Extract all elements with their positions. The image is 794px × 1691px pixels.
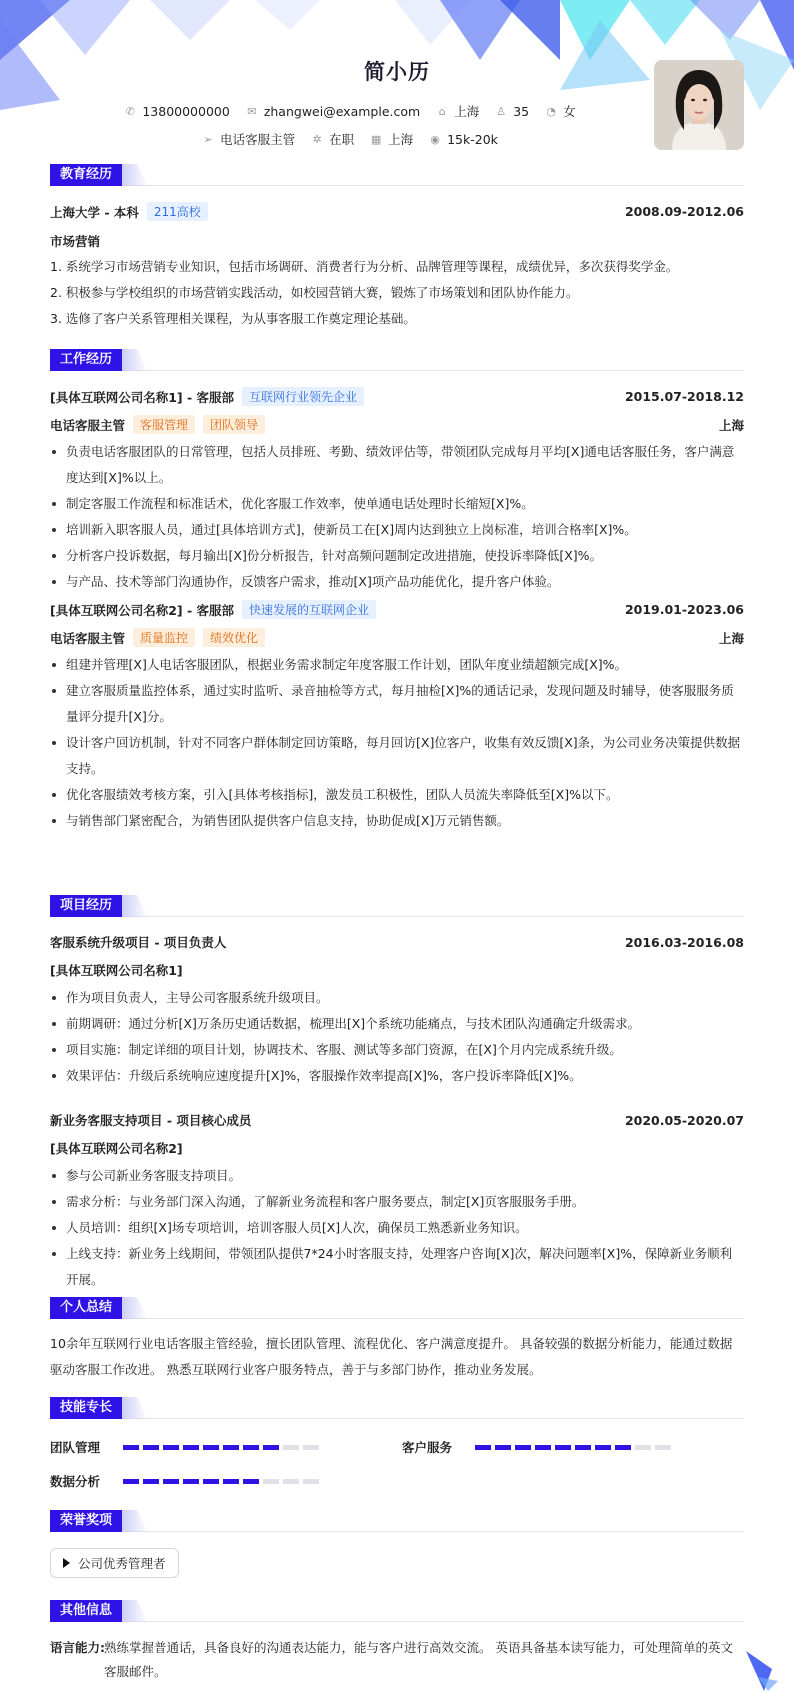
language-info [50,1636,744,1684]
skill-level-segment [123,1445,139,1450]
project-section [50,895,744,1287]
phone-text: 13800000000 [142,103,230,119]
skill-level-segment [143,1445,159,1450]
project-row [50,1111,744,1129]
contact-row [0,102,700,120]
skill-level-segment [283,1445,299,1450]
other-section [50,1600,744,1688]
phone-info [124,104,229,119]
education-section [50,164,744,334]
list-item: 负责电话客服团队的日常管理，包括人员排班、考勤、绩效评估等，带领团队完成每月平均[X]通电话客服任务，客户满意度达到[X]%以上。 [50,439,744,491]
skill-level-segment [283,1479,299,1484]
home-icon: ⌂ [438,104,446,118]
job-role: 电话客服主管 [50,417,126,433]
school-name: 上海大学 - 本科 [50,204,139,220]
skill-level-segment [595,1445,611,1450]
avatar [654,60,744,150]
intent-row [0,130,700,148]
language-label: 语言能力: [50,1640,105,1655]
skill-level-segment [555,1445,571,1450]
project-header [50,895,744,917]
work-title: 工作经历 [50,349,122,371]
skill-level-segment [203,1445,219,1450]
job-role: 电话客服主管 [50,630,126,646]
gender-text: 女 [563,104,576,119]
list-item: 培训新入职客服人员，通过[具体培训方式]，使新员工在[X]周内达到独立上岗标准，培训合格率[X]%。 [50,517,744,543]
position-info [202,130,295,148]
list-item: 作为项目负责人，主导公司客服系统升级项目。 [50,985,744,1011]
education-row [50,202,744,221]
skill-level-segment [143,1479,159,1484]
project-duties [50,985,744,1089]
skill-level-segment [263,1479,279,1484]
education-list [50,254,744,332]
education-date: 2008.09-2012.06 [624,204,744,219]
section-title-decoration [120,349,148,371]
city-info [436,102,479,120]
phone-icon: ✆ [125,104,135,118]
age-info [495,104,529,119]
list-item: 优化客服绩效考核方案，引入[具体考核指标]，激发员工积极性，团队人员流失率降低至[X]%以下。 [50,782,744,808]
section-title-decoration [120,1397,148,1419]
skill-level-segment [515,1445,531,1450]
candidate-name: 简小历 [364,60,430,84]
list-item: 人员培训：组织[X]场专项培训，培训客服人员[X]人次，确保员工熟悉新业务知识。 [50,1215,744,1241]
skill-level-segment [475,1445,491,1450]
project-title: 项目经历 [50,895,122,917]
list-item: 分析客户投诉数据，每月输出[X]份分析报告，针对高频问题制定改进措施，使投诉率降低[X]%。 [50,543,744,569]
job-date: 2019.01-2023.06 [624,602,744,617]
list-item: 建立客服质量监控体系，通过实时监听、录音抽检等方式，每月抽检[X]%的通话记录，发现问题及时辅导，使客服服务质量评分提升[X]分。 [50,678,744,730]
honors-section [50,1510,744,1590]
gender-info [545,102,576,120]
job-city: 上海 [718,630,744,646]
skill-level-segment [495,1445,511,1450]
skill-level-segment [303,1479,319,1484]
project-row [50,933,744,951]
salary-info [429,132,498,147]
skill-level-segment [243,1479,259,1484]
summary-header [50,1297,744,1319]
skill-tag: 绩效优化 [203,628,265,647]
section-title-decoration [120,164,148,186]
job-role-row [50,628,744,647]
skill-name: 团队管理 [50,1440,101,1455]
award-text: 公司优秀管理者 [78,1556,166,1571]
skill-level-segment [263,1445,279,1450]
job-duties [50,652,744,834]
job-row [50,387,744,406]
skills-title: 技能专长 [50,1397,122,1419]
position-text: 电话客服主管 [220,132,296,147]
project-name: 客服系统升级项目 - 项目负责人 [50,935,227,950]
award-item [50,1548,179,1578]
list-item: 与销售部门紧密配合，为销售团队提供客户信息支持，协助促成[X]万元销售额。 [50,808,744,834]
city-text: 上海 [454,104,480,119]
skill-level-segment [535,1445,551,1450]
job-city: 上海 [718,417,744,433]
gender-icon: ◔ [546,104,556,118]
skill-level-segment [575,1445,591,1450]
skills-section [50,1397,744,1497]
job-role-row [50,415,744,434]
skill-level-bar [475,1445,671,1450]
company-name: [具体互联网公司名称2] - 客服部 [50,602,235,618]
skill-level-segment [615,1445,631,1450]
play-icon [63,1558,70,1568]
honors-title: 荣誉奖项 [50,1510,122,1532]
project-date: 2020.05-2020.07 [624,1112,744,1128]
skill-level-bar [123,1445,319,1450]
skill-item [402,1438,671,1456]
skill-level-segment [163,1445,179,1450]
list-item: 与产品、技术等部门沟通协作，反馈客户需求，推动[X]项产品功能优化，提升客户体验。 [50,569,744,595]
skill-level-segment [303,1445,319,1450]
skill-level-segment [243,1445,259,1450]
skill-level-bar [123,1479,319,1484]
work-section [50,349,744,869]
gear-icon: ✲ [312,132,322,146]
list-item: 需求分析：与业务部门深入沟通，了解新业务流程和客户服务要点，制定[X]页客服服务手册。 [50,1189,744,1215]
education-header [50,164,744,186]
skill-level-segment [635,1445,651,1450]
job-row [50,600,744,619]
salary-text: 15k-20k [447,131,498,147]
skill-level-segment [163,1479,179,1484]
project-company: [具体互联网公司名称2] [50,1141,183,1156]
skill-tag: 客服管理 [133,415,195,434]
school-tag: 211高校 [147,202,208,221]
list-item: 项目实施：制定详细的项目计划，协调技术、客服、测试等多部门资源，在[X]个月内完成系统升级。 [50,1037,744,1063]
job-duties [50,439,744,595]
summary-section [50,1297,744,1387]
skill-item [50,1438,319,1456]
other-header [50,1600,744,1622]
list-item: 参与公司新业务客服支持项目。 [50,1163,744,1189]
summary-text: 10余年互联网行业电话客服主管经验，擅长团队管理、流程优化、客户满意度提升。 具备较强的数据分析能力，能通过数据驱动客服工作改进。 熟悉互联网行业客户服务特点，善于与多部门协作，推动业务发展。 [50,1336,733,1377]
section-title-decoration [120,895,148,917]
list-item: 效果评估：升级后系统响应速度提升[X]%，客服操作效率提高[X]%，客户投诉率降低[X]%。 [50,1063,744,1089]
email-info [246,104,420,119]
list-item: 制定客服工作流程和标准话术，优化客服工作效率，使单通电话处理时长缩短[X]%。 [50,491,744,517]
honors-header [50,1510,744,1532]
skill-level-segment [655,1445,671,1450]
skill-level-segment [123,1479,139,1484]
skills-header [50,1397,744,1419]
work-header [50,349,744,371]
list-item: 前期调研：通过分析[X]万条历史通话数据，梳理出[X]个系统功能痛点，与技术团队沟通确定升级需求。 [50,1011,744,1037]
project-duties [50,1163,744,1293]
section-title-decoration [120,1600,148,1622]
major: 市场营销 [50,234,101,249]
building-icon: ▦ [370,132,382,146]
age-text: 35 [513,103,530,119]
send-icon: ➢ [203,132,213,146]
mail-icon: ✉ [247,104,257,118]
company-name: [具体互联网公司名称1] - 客服部 [50,389,235,405]
skill-name: 客户服务 [402,1440,453,1455]
other-title: 其他信息 [50,1600,122,1622]
language-text: 熟练掌握普通话，具备良好的沟通表达能力，能与客户进行高效交流。 英语具备基本读写能力，可处理简单的英文客服邮件。 [104,1640,733,1679]
target-city-info [370,130,413,148]
target-city-text: 上海 [388,132,414,147]
summary-title: 个人总结 [50,1297,122,1319]
skill-tag: 团队领导 [203,415,265,434]
money-icon: ◉ [430,132,440,146]
status-info [311,130,354,148]
skill-tag: 质量监控 [133,628,195,647]
skill-level-segment [183,1445,199,1450]
skill-name: 数据分析 [50,1474,101,1489]
project-company: [具体互联网公司名称1] [50,963,183,978]
list-item: 组建并管理[X]人电话客服团队，根据业务需求制定年度客服工作计划，团队年度业绩超额完成[X]%。 [50,652,744,678]
skill-level-segment [183,1479,199,1484]
list-item: 设计客户回访机制，针对不同客户群体制定回访策略，每月回访[X]位客户，收集有效反馈[X]条，为公司业务决策提供数据支持。 [50,730,744,782]
section-title-decoration [120,1297,148,1319]
list-item: 1. 系统学习市场营销专业知识，包括市场调研、消费者行为分析、品牌管理等课程，成绩优异，多次获得奖学金。 [50,259,679,274]
user-icon: ♙ [496,104,507,118]
list-item: 上线支持：新业务上线期间，带领团队提供7*24小时客服支持，处理客户咨询[X]次，解决问题率[X]%，保障新业务顺利开展。 [50,1241,744,1293]
company-tag: 快速发展的互联网企业 [242,600,376,619]
education-title: 教育经历 [50,164,122,186]
list-item: 2. 积极参与学校组织的市场营销实践活动，如校园营销大赛，锻炼了市场策划和团队协作能力。 [50,285,579,300]
skill-item [50,1472,319,1490]
skill-level-segment [203,1479,219,1484]
project-date: 2016.03-2016.08 [624,934,744,950]
job-date: 2015.07-2018.12 [624,389,744,404]
skill-level-segment [223,1445,239,1450]
skill-level-segment [223,1479,239,1484]
email-text: zhangwei@example.com [263,103,421,119]
status-text: 在职 [329,132,355,147]
list-item: 3. 选修了客户关系管理相关课程，为从事客服工作奠定理论基础。 [50,311,416,326]
company-tag: 互联网行业领先企业 [242,387,364,406]
section-title-decoration [120,1510,148,1532]
project-name: 新业务客服支持项目 - 项目核心成员 [50,1113,252,1128]
